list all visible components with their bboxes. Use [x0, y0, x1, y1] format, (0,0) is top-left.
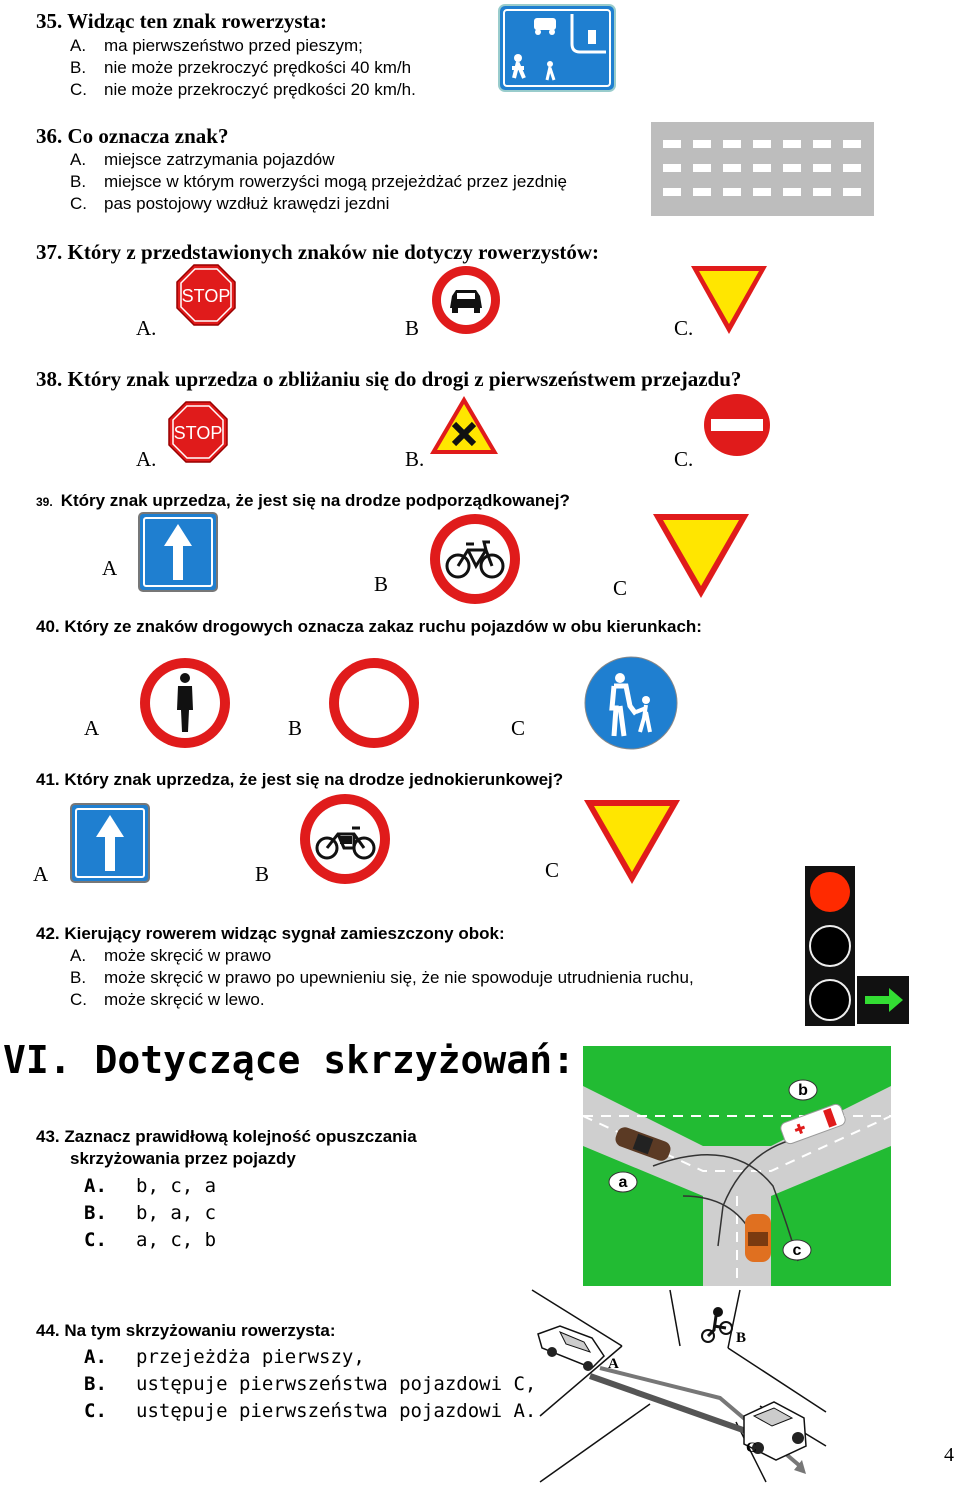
q35-option-b: B. nie może przekroczyć prędkości 40 km/h: [70, 58, 412, 77]
q37-title: 37. Który z przedstawionych znaków nie dotyczy rowerzystów:: [36, 240, 600, 264]
q37-label-c: C.: [674, 316, 694, 340]
svg-text:STOP: STOP: [181, 286, 231, 306]
no-pedestrians-sign-icon: [138, 656, 232, 750]
q43-option-b: B. b, a, c: [84, 1202, 217, 1224]
q44-option-a: A. przejeżdża pierwszy,: [84, 1346, 365, 1368]
q44-title: 44. Na tym skrzyżowaniu rowerzysta:: [36, 1321, 336, 1340]
q35-option-a: A. ma pierwszeństwo przed pieszym;: [70, 36, 363, 55]
no-bicycles-sign-icon: [428, 512, 522, 606]
q42-title: 42. Kierujący rowerem widząc sygnał zamieszczony obok:: [36, 924, 505, 943]
svg-text:c: c: [792, 1242, 802, 1259]
no-mopeds-sign-icon: [298, 792, 392, 886]
pedestrian-path-sign-icon: [584, 656, 678, 750]
q37-label-a: A.: [136, 316, 157, 340]
no-entry-sign-icon: [703, 393, 771, 457]
section-title: VI. Dotyczące skrzyżowań:: [3, 1038, 575, 1082]
svg-text:a: a: [618, 1174, 628, 1191]
one-way-road-sign-icon: [138, 512, 218, 592]
car-a-icon: [538, 1326, 604, 1371]
q44-option-b: B. ustępuje pierwszeństwa pojazdowi C,: [84, 1373, 537, 1395]
q42-option-b: B. może skręcić w prawo po upewnieniu się, że nie spowoduje utrudnienia ruchu,: [70, 968, 694, 987]
intersection-diagram-q43: [583, 1046, 891, 1286]
no-motor-vehicles-sign-icon: [430, 264, 502, 336]
pedestrian-cycle-path-sign-icon: [498, 4, 616, 92]
q39-label-a: A: [102, 556, 118, 580]
svg-text:b: b: [798, 1082, 808, 1099]
yield-sign-icon: [689, 264, 769, 336]
crossroads-warning-sign-icon: [428, 394, 500, 456]
q43-option-c: C. a, c, b: [84, 1229, 217, 1251]
q41-label-c: C: [545, 858, 560, 882]
page-number: 4: [944, 1444, 954, 1466]
q36-option-a: A. miejsce zatrzymania pojazdów: [70, 150, 335, 169]
q36-option-c: C. pas postojowy wzdłuż krawędzi jezdni: [70, 194, 390, 213]
svg-text:STOP: STOP: [173, 423, 223, 443]
q38-title: 38. Który znak uprzedza o zbliżaniu się do drogi z pierwszeństwem przejazdu?: [36, 367, 742, 391]
car-c-icon: [745, 1214, 771, 1262]
stop-sign-icon: [168, 401, 228, 463]
yield-sign-icon: [651, 512, 751, 600]
intersection-diagram-q44: [530, 1286, 830, 1484]
one-way-road-sign-icon: [70, 803, 150, 883]
q39-label-c: C: [613, 576, 628, 600]
yield-sign-icon: [582, 798, 682, 886]
q38-label-a: A.: [136, 447, 157, 471]
q36-title: 36. Co oznacza znak?: [36, 124, 229, 148]
q37-label-b: B: [405, 316, 420, 340]
q35-option-c: C. nie może przekroczyć prędkości 20 km/h.: [70, 80, 416, 99]
q43-title-line2: skrzyżowania przez pojazdy: [70, 1149, 296, 1168]
q44-option-c: C. ustępuje pierwszeństwa pojazdowi A.: [84, 1400, 537, 1422]
q40-label-b: B: [288, 716, 303, 740]
q40-label-c: C: [511, 716, 526, 740]
cyclist-b-icon: [702, 1307, 732, 1342]
q38-label-b: B.: [405, 447, 425, 471]
traffic-light-icon: [805, 866, 909, 1026]
q38-label-c: C.: [674, 447, 694, 471]
q41-label-a: A: [33, 862, 49, 886]
q43-option-a: A. b, c, a: [84, 1175, 217, 1197]
q41-label-b: B: [255, 862, 270, 886]
q40-title: 40. Który ze znaków drogowych oznacza zakaz ruchu pojazdów w obu kierunkach:: [36, 617, 702, 636]
q36-option-b: B. miejsce w którym rowerzyści mogą przejeżdżać przez jezdnię: [70, 172, 567, 191]
svg-text:A: A: [608, 1356, 619, 1372]
q42-option-c: C. może skręcić w lewo.: [70, 990, 265, 1009]
q35-title: 35. Widząc ten znak rowerzysta:: [36, 9, 328, 33]
q39-title: 39. Który znak uprzedza, że jest się na drodze podporządkowanej?: [36, 491, 570, 510]
no-vehicles-sign-icon: [327, 656, 421, 750]
q39-label-b: B: [374, 572, 389, 596]
svg-text:C: C: [746, 1440, 757, 1456]
stop-sign-icon: [176, 264, 236, 326]
svg-text:B: B: [736, 1330, 747, 1346]
lane-markings-sign-icon: [651, 122, 874, 216]
q41-title: 41. Który znak uprzedza, że jest się na drodze jednokierunkowej?: [36, 770, 564, 789]
q40-label-a: A: [84, 716, 100, 740]
q43-title-line1: 43. Zaznacz prawidłową kolejność opuszczania: [36, 1127, 417, 1146]
q42-option-a: A. może skręcić w prawo: [70, 946, 272, 965]
